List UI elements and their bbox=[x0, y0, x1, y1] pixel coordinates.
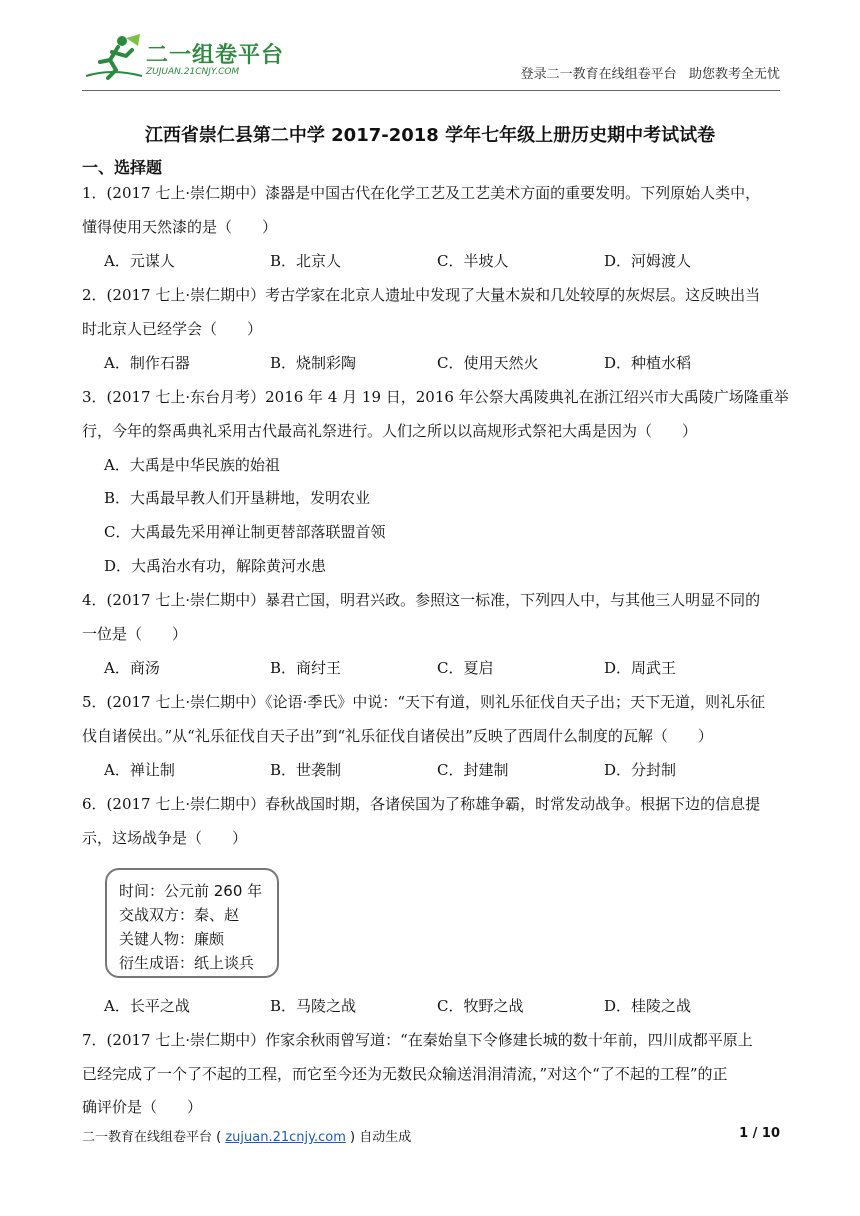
header-slogan: 登录二一教育在线组卷平台 助您教考全无忧 bbox=[520, 67, 780, 82]
option-b[interactable]: B．烧制彩陶 bbox=[270, 354, 357, 372]
question-5-line-1: 5．(2017 七上·崇仁期中）《论语·季氏》中说：“天下有道，则礼乐征伐自天子出；天下无道，则礼乐征 bbox=[82, 693, 766, 711]
question-5-options bbox=[104, 760, 784, 780]
option-a[interactable]: A．禅让制 bbox=[104, 761, 175, 779]
info-sides: 交战双方：秦、赵 bbox=[119, 906, 240, 924]
page-title: 江西省崇仁县第二中学 2017-2018 学年七年级上册历史期中考试试卷 bbox=[144, 125, 716, 146]
option-c[interactable]: C．大禹最先采用禅让制更替部落联盟首领 bbox=[104, 523, 386, 541]
battle-info-box bbox=[105, 868, 279, 978]
footer-suffix: ) 自动生成 bbox=[350, 1130, 412, 1145]
question-3-line-2: 行，今年的祭禹典礼采用古代最高礼祭进行。人们之所以以高规形式祭祀大禹是因为（ ） bbox=[82, 422, 698, 440]
page-footer bbox=[82, 1126, 780, 1146]
option-a[interactable]: A．元谋人 bbox=[104, 252, 175, 270]
option-c[interactable]: C．使用天然火 bbox=[437, 354, 539, 372]
question-7-line-2: 已经完成了一个了不起的工程，而它至今还为无数民众输送涓涓清流，”对这个“了不起的工程”的正 bbox=[82, 1065, 728, 1083]
option-d[interactable]: D．桂陵之战 bbox=[604, 997, 692, 1015]
option-a[interactable]: A．长平之战 bbox=[104, 997, 190, 1015]
option-d[interactable]: D．分封制 bbox=[604, 761, 677, 779]
option-c[interactable]: C．封建制 bbox=[437, 761, 509, 779]
header-divider bbox=[82, 90, 780, 91]
option-d[interactable]: D．河姆渡人 bbox=[604, 252, 692, 270]
info-idiom: 衍生成语：纸上谈兵 bbox=[119, 954, 255, 972]
question-1-options bbox=[104, 251, 784, 271]
option-a[interactable]: A．制作石器 bbox=[104, 354, 190, 372]
question-1-line-1: 1．(2017 七上·崇仁期中）漆器是中国古代在化学工艺及工艺美术方面的重要发明。下列原始人类中， bbox=[82, 184, 761, 202]
logo-url: ZUJUAN.21CNJY.COM bbox=[146, 67, 240, 77]
question-5-line-2: 伐自诸侯出。”从“礼乐征伐自天子出”到“礼乐征伐自诸侯出”反映了西周什么制度的瓦解（ ） bbox=[82, 727, 713, 745]
section-heading: 一、选择题 bbox=[82, 158, 163, 177]
option-d[interactable]: D．大禹治水有功，解除黄河水患 bbox=[104, 557, 327, 575]
option-a[interactable]: A．商汤 bbox=[104, 659, 160, 677]
question-7-line-1: 7．(2017 七上·崇仁期中）作家余秋雨曾写道：“在秦始皇下令修建长城的数十年前，四川成都平原上 bbox=[82, 1031, 753, 1049]
option-b[interactable]: B．世袭制 bbox=[270, 761, 342, 779]
question-2-line-1: 2．(2017 七上·崇仁期中）考古学家在北京人遗址中发现了大量木炭和几处较厚的灰烬层。这反映出当 bbox=[82, 286, 761, 304]
option-c[interactable]: C．牧野之战 bbox=[437, 997, 524, 1015]
footer-link[interactable]: zujuan.21cnjy.com bbox=[225, 1130, 346, 1145]
question-1-line-2: 懂得使用天然漆的是（ ） bbox=[82, 218, 278, 236]
question-2-options bbox=[104, 353, 784, 373]
option-a[interactable]: A．大禹是中华民族的始祖 bbox=[104, 456, 280, 474]
logo-text: 二一组卷平台 bbox=[146, 43, 285, 68]
question-6-options bbox=[104, 996, 784, 1016]
option-b[interactable]: B．商纣王 bbox=[270, 659, 342, 677]
option-b[interactable]: B．马陵之战 bbox=[270, 997, 357, 1015]
question-6-line-2: 示，这场战争是（ ） bbox=[82, 829, 248, 847]
question-3-line-1: 3．(2017 七上·东台月考）2016 年 4 月 19 日，2016 年公祭大禹陵典礼在浙江绍兴市大禹陵广场隆重举 bbox=[82, 388, 789, 406]
option-c[interactable]: C．夏启 bbox=[437, 659, 494, 677]
option-d[interactable]: D．种植水稻 bbox=[604, 354, 692, 372]
footer-prefix: 二一教育在线组卷平台 ( bbox=[82, 1130, 222, 1145]
question-4-options bbox=[104, 658, 784, 678]
question-7-line-3: 确评价是（ ） bbox=[82, 1098, 203, 1116]
page-header bbox=[82, 30, 780, 90]
option-c[interactable]: C．半坡人 bbox=[437, 252, 509, 270]
info-time: 时间：公元前 260 年 bbox=[119, 882, 263, 900]
info-person: 关键人物：廉颇 bbox=[119, 930, 225, 948]
question-2-line-2: 时北京人已经学会（ ） bbox=[82, 320, 263, 338]
page-number: 1 / 10 bbox=[739, 1126, 780, 1141]
question-4-line-1: 4．(2017 七上·崇仁期中）暴君亡国，明君兴政。参照这一标准，下列四人中，与其他三人明显不同的 bbox=[82, 591, 761, 609]
option-d[interactable]: D．周武王 bbox=[604, 659, 677, 677]
question-6-line-1: 6．(2017 七上·崇仁期中）春秋战国时期，各诸侯国为了称雄争霸，时常发动战争。根据下边的信息提 bbox=[82, 795, 761, 813]
option-b[interactable]: B．北京人 bbox=[270, 252, 342, 270]
option-b[interactable]: B．大禹最早教人们开垦耕地，发明农业 bbox=[104, 489, 371, 507]
question-4-line-2: 一位是（ ） bbox=[82, 625, 188, 643]
